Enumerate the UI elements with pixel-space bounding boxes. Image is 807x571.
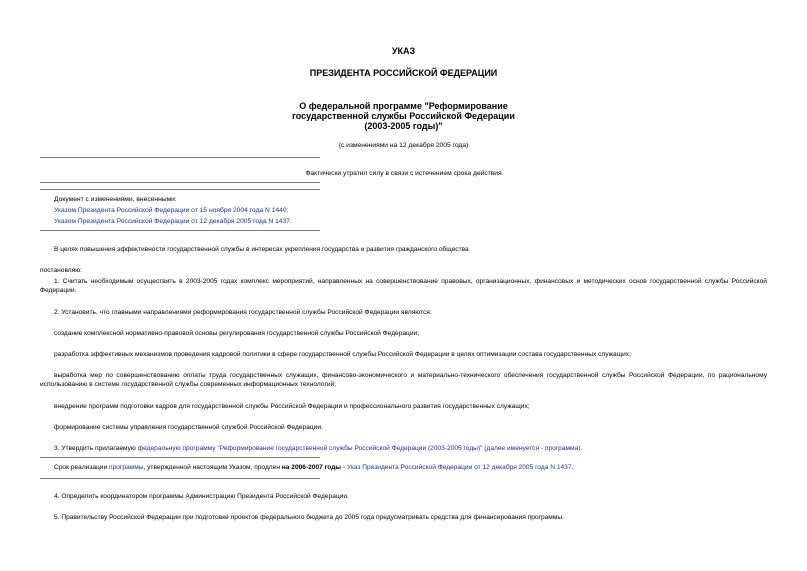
term-period: на 2006-2007 годы (281, 464, 342, 471)
direction-item: создание комплексной нормативно-правовой основы регулирования государственной службы Российской Федерации; (54, 330, 420, 337)
divider (40, 230, 320, 231)
paragraph-3 (54, 444, 582, 453)
doc-title-line2: государственной службы Российской Федерации (292, 111, 515, 121)
paragraph-1: 1. Считать необходимым осуществить в 2003-2005 годах комплекс мероприятий, направленных на совершенствование правовых, организационных, финансовых и методических основ государственной службы Российской Федерации. (40, 278, 767, 294)
status-note: Фактически утратил силу в связи с истечением срока действия (305, 170, 502, 177)
preamble: В целях повышения эффективности государственной службы в интересах укрепления государства и развития гражданского общества (54, 246, 469, 253)
doc-title-line3: (2003-2005 годы)" (364, 121, 443, 131)
issuer-heading: ПРЕЗИДЕНТА РОССИЙСКОЙ ФЕДЕРАЦИИ (309, 68, 498, 78)
paragraph-3-text: 3. Утвердить прилагаемую (54, 445, 138, 452)
divider (40, 157, 320, 158)
amendment-link-2005[interactable]: Указом Президента Российской Федерации от 12 декабря 2005 года N 1437. (54, 218, 292, 225)
divider (40, 457, 320, 458)
divider (40, 182, 320, 183)
program-link-short[interactable]: программы (109, 464, 144, 471)
decree-word: постановляю: (40, 267, 83, 274)
term-text: Срок реализации (54, 464, 110, 471)
term-text: , утвержденной настоящим Указом, продлен (143, 464, 282, 471)
term-extension-note (54, 463, 573, 472)
program-link[interactable]: федеральную программу "Реформирование государственной службы Российской Федерации (2003-2005 годы)" (далее именуется - программа) (137, 445, 581, 452)
direction-item: выработка мер по совершенствованию оплаты труда государственных служащих, финансово-экономического и материально-технического обеспечения государственной службы Российской Федерации, по рациональному использованию в системе государственной службы современных информационных технологий; (40, 372, 767, 388)
paragraph-3-end: . (580, 445, 583, 452)
direction-item: формирование системы управления государственной службой Российской Федерации. (54, 424, 323, 431)
paragraph-4: 4. Определить координатором программы Администрацию Президента Российской Федерации. (54, 493, 349, 500)
divider (40, 478, 320, 479)
term-dash: - (341, 464, 347, 471)
doc-title-line1: О федеральной программе "Реформирование (299, 101, 508, 111)
term-end: . (571, 464, 574, 471)
direction-item: внедрение программ подготовки кадров для государственной службы Российской Федерации и профессионального развития государственных служащих; (54, 403, 530, 410)
amendment-link-2004[interactable]: Указом Президента Российской Федерации от 15 ноября 2004 года N 1440; (54, 207, 289, 214)
divider (40, 189, 320, 190)
amendment-date: (с изменениями на 12 декабря 2005 года) (338, 142, 469, 149)
direction-item: разработка эффективных механизмов проведения кадровой политики в сфере государственной службы Российской Федерации в целях оптимизации состава государственных служащих; (54, 351, 631, 358)
paragraph-5: 5. Правительству Российской Федерации при подготовке проектов федерального бюджета до 2005 года предусматривать средства для финансирования программы. (54, 514, 564, 521)
changes-intro: Документ с изменениями, внесенными: (54, 196, 177, 203)
decree-1437-link[interactable]: Указ Президента Российской Федерации от 12 декабря 2005 года N 1437 (346, 464, 572, 471)
doc-type-heading: УКАЗ (391, 46, 416, 56)
paragraph-2: 2. Установить, что главными направлениями реформирования государственной службы Российской Федерации являются: (54, 309, 432, 316)
